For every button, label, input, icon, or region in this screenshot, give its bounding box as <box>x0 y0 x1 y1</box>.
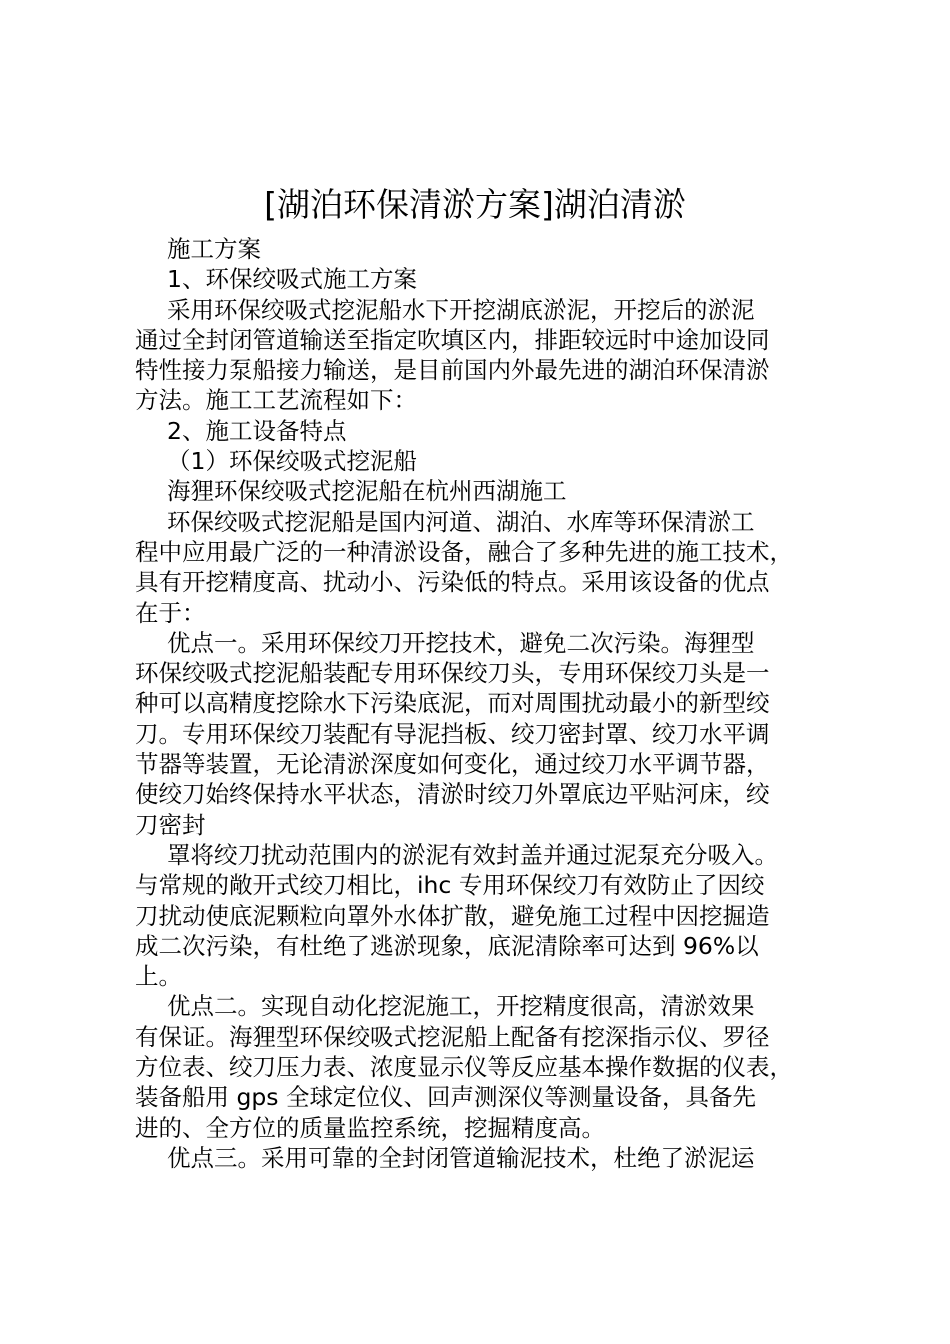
text-line: 在于： <box>135 598 206 627</box>
text-line: 方位表、绞刀压力表、浓度显示仪等反应基本操作数据的仪表， <box>135 1053 793 1082</box>
text-line: 刀扰动使底泥颗粒向罩外水体扩散，避免施工过程中因挖掘造 <box>135 901 770 930</box>
document-body <box>135 234 855 1173</box>
text-line: 使绞刀始终保持水平状态，清淤时绞刀外罩底边平贴河床，绞 <box>135 780 770 809</box>
text-line: 通过全封闭管道输送至指定吹填区内，排距较远时中途加设同 <box>135 325 770 354</box>
text-line: 节器等装置，无论清淤深度如何变化，通过绞刀水平调节器， <box>135 750 770 779</box>
text-line: 1、环保绞吸式施工方案 <box>167 265 417 294</box>
text-line: 程中应用最广泛的一种清淤设备，融合了多种先进的施工技术， <box>135 537 793 566</box>
text-line: （1）环保绞吸式挖泥船 <box>167 447 417 476</box>
text-line: 有保证。海狸型环保绞吸式挖泥船上配备有挖深指示仪、罗径 <box>135 1022 770 1051</box>
text-line: 进的、全方位的质量监控系统，挖掘精度高。 <box>135 1113 605 1142</box>
text-line: 刀。专用环保绞刀装配有导泥挡板、绞刀密封罩、绞刀水平调 <box>135 719 770 748</box>
text-line: 装备船用 gps 全球定位仪、回声测深仪等测量设备，具备先 <box>135 1083 757 1112</box>
text-line: 环保绞吸式挖泥船装配专用环保绞刀头，专用环保绞刀头是一 <box>135 659 770 688</box>
text-line: 方法。施工工艺流程如下： <box>135 386 417 415</box>
text-line: 与常规的敞开式绞刀相比，ihc 专用环保绞刀有效防止了因绞 <box>135 871 765 900</box>
text-line: 2、施工设备特点 <box>167 416 347 445</box>
text-line: 特性接力泵船接力输送，是目前国内外最先进的湖泊环保清淤 <box>135 356 770 385</box>
document-title: [湖泊环保清淤方案]湖泊清淤 <box>264 185 686 224</box>
text-line: 罩将绞刀扰动范围内的淤泥有效封盖并通过泥泵充分吸入。 <box>167 840 778 869</box>
text-line: 海狸环保绞吸式挖泥船在杭州西湖施工 <box>167 477 567 506</box>
text-line: 优点一。采用环保绞刀开挖技术，避免二次污染。海狸型 <box>167 628 755 657</box>
text-line: 成二次污染，有杜绝了逃淤现象，底泥清除率可达到 96%以 <box>135 931 759 960</box>
text-line: 采用环保绞吸式挖泥船水下开挖湖底淤泥，开挖后的淤泥 <box>167 295 755 324</box>
text-line: 上。 <box>135 962 182 991</box>
text-line: 环保绞吸式挖泥船是国内河道、湖泊、水库等环保清淤工 <box>167 507 755 536</box>
text-line: 种可以高精度挖除水下污染底泥，而对周围扰动最小的新型绞 <box>135 689 770 718</box>
text-line: 刀密封 <box>135 810 206 839</box>
text-line: 具有开挖精度高、扰动小、污染低的特点。采用该设备的优点 <box>135 568 770 597</box>
text-line: 施工方案 <box>167 235 261 263</box>
text-line: 优点三。采用可靠的全封闭管道输泥技术，杜绝了淤泥运 <box>167 1143 755 1172</box>
text-line: 优点二。实现自动化挖泥施工，开挖精度很高，清淤效果 <box>167 992 755 1021</box>
